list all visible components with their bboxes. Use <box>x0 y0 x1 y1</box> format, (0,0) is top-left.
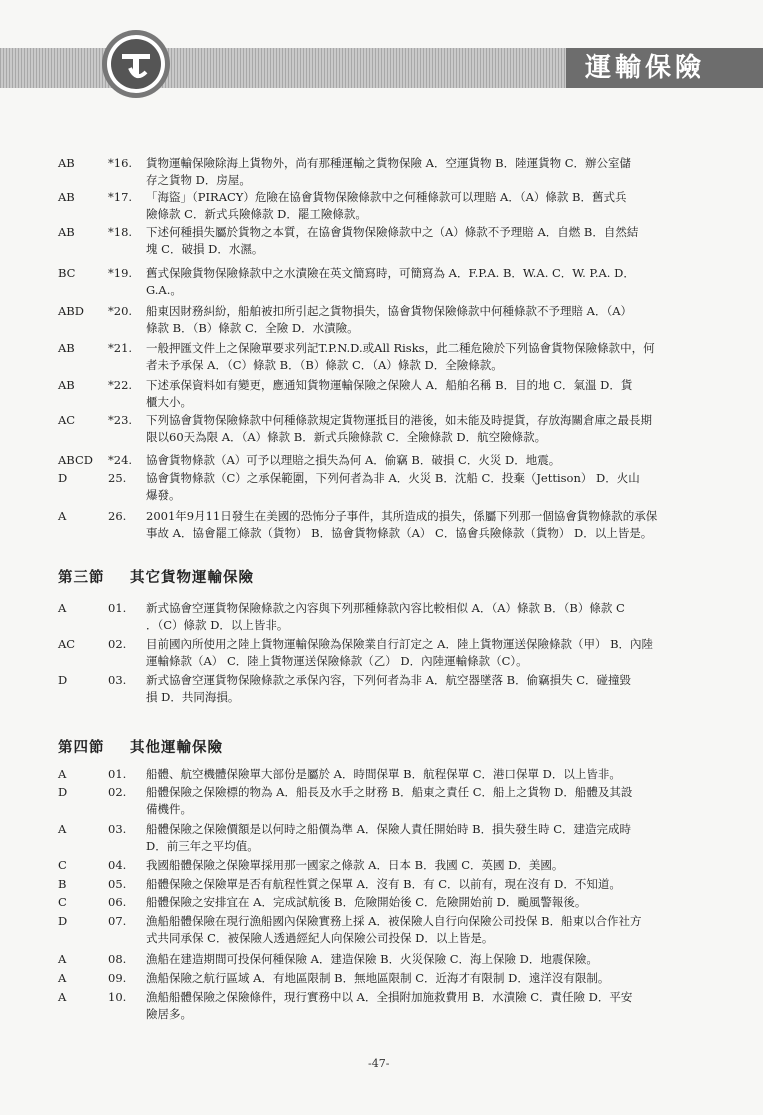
question-number: *24. <box>108 453 133 467</box>
question-number: 08. <box>108 952 127 966</box>
question-text-line: 存之貨物 D．房屋。 <box>146 173 251 187</box>
answer-key: AB <box>58 190 75 204</box>
question-text-line: 下列協會貨物保險條款中何種條款規定貨物運抵目的港後，如未能及時提貨，存放海關倉庫之最長期 <box>146 413 652 427</box>
question-text-line: 貨物運輸保險除海上貨物外，尚有那種運輸之貨物保險 A．空運貨物 B．陸運貨物 C．辦公室儲 <box>146 156 632 170</box>
question-number: 10. <box>108 990 127 1004</box>
question-number: 03. <box>108 822 127 836</box>
question-number: *23. <box>108 413 133 427</box>
section-name: 其他運輸保險 <box>130 739 223 756</box>
question-number: *18. <box>108 225 133 239</box>
question-text-line: 2001年9月11日發生在美國的恐怖分子事件，其所造成的損失，係屬下列那一個協會貨物條款的承保 <box>146 509 658 523</box>
question-number: *16. <box>108 156 133 170</box>
question-text <box>146 508 736 542</box>
section-label: 第三節 <box>58 569 105 586</box>
question-text-line: 新式協會空運貨物保險條款之內容與下列那種條款內容比較相似 A．（A）條款 B．（B）條款 C <box>146 601 625 615</box>
answer-key: D <box>58 785 68 799</box>
question-number: *17. <box>108 190 133 204</box>
answer-key: A <box>58 990 67 1004</box>
question-text-line: 一般押匯文件上之保險單要求列記T.P.N.D.或All Risks，此二種危險於下列協會貨物保險條款中，何 <box>146 341 655 355</box>
question-number: *22. <box>108 378 133 392</box>
question-number: *20. <box>108 304 133 318</box>
question-text <box>146 189 736 223</box>
question-text-line: 者未予承保 A．（C）條款 B．（B）條款 C．（A）條款 D．全險條款。 <box>146 358 503 372</box>
section-heading <box>58 736 223 757</box>
question-text <box>146 989 736 1023</box>
question-text <box>146 412 736 446</box>
question-text-line: 我國船體保險之保險單採用那一國家之條款 A．日本 B．我國 C．英國 D．美國。 <box>146 858 564 872</box>
question-text-line: 舊式保險貨物保險條款中之水漬險在英文簡寫時，可簡寫為 A．F.P.A. B．W.A. C．W. P.A. D． <box>146 266 635 280</box>
answer-key: AC <box>58 637 76 651</box>
answer-key: A <box>58 509 67 523</box>
question-text <box>146 857 736 874</box>
question-text-line: 塊 C．破損 D．水濕。 <box>146 242 264 256</box>
question-text-line: 損 D．共同海損。 <box>146 690 240 704</box>
question-text-line: 條款 B．（B）條款 C．全險 D．水漬險。 <box>146 321 359 335</box>
question-text-line: 漁船船體保險在現行漁船國內保險實務上採 A．被保險人自行向保險公司投保 B．船東以合作社方 <box>146 914 642 928</box>
question-text-line: 新式協會空運貨物保險條款之承保內容，下列何者為非 A．航空器墜落 B．偷竊損失 C．碰撞毀 <box>146 673 632 687</box>
question-text-line: 「海盜」（PIRACY）危險在協會貨物保險條款中之何種條款可以理賠 A．（A）條款 B．舊式兵 <box>146 190 627 204</box>
question-text-line: 事故 A．協會罷工條款（貨物） B．協會貨物條款（A） C．協會兵險條款（貨物） D．以上皆是。 <box>146 526 653 540</box>
question-text-line: 船體保險之保險單是否有航程性質之保單 A．沒有 B．有 C．以前有，現在沒有 D．不知道。 <box>146 877 621 891</box>
answer-key: D <box>58 914 68 928</box>
answer-key: AB <box>58 156 75 170</box>
question-number: 26. <box>108 509 127 523</box>
question-number: 02. <box>108 637 127 651</box>
question-text-line: 下述何種損失屬於貨物之本質，在協會貨物保險條款中之（A）條款不予理賠 A．自燃 B．自然結 <box>146 225 639 239</box>
question-text <box>146 452 736 469</box>
answer-key: C <box>58 895 67 909</box>
answer-key: ABCD <box>58 453 93 467</box>
page-number: -47- <box>368 1057 390 1070</box>
question-number: *21. <box>108 341 133 355</box>
question-text <box>146 672 736 706</box>
question-text <box>146 821 736 855</box>
question-text-line: 船體保險之安排宜在 A．完成試航後 B．危險開始後 C．危險開始前 D．颱風警報後。 <box>146 895 587 909</box>
question-number: 09. <box>108 971 127 985</box>
question-text-line: 下述承保資料如有變更，應通知貨物運輸保險之保險人 A．船舶名稱 B．目的地 C．氣溫 D．貨 <box>146 378 633 392</box>
question-text-line: 船東因財務糾紛，船舶被扣所引起之貨物損失，協會貨物保險條款中何種條款不予理賠 A．（A） <box>146 304 633 318</box>
question-number: 06. <box>108 895 127 909</box>
answer-key: B <box>58 877 67 891</box>
question-text-line: 漁船保險之航行區域 A．有地區限制 B．無地區限制 C．近海才有限制 D．遠洋沒有限制。 <box>146 971 610 985</box>
question-text-line: 船體、航空機體保險單大部份是屬於 A．時間保單 B．航程保單 C．港口保單 D．以上皆非。 <box>146 767 621 781</box>
question-text <box>146 636 736 670</box>
question-text-line: ．（C）條款 D．以上皆非。 <box>146 618 289 632</box>
question-text-line: 險居多。 <box>146 1007 192 1021</box>
question-text <box>146 377 736 411</box>
answer-key: AC <box>58 413 76 427</box>
question-text-line: 式共同承保 C．被保險人透過經紀人向保險公司投保 D．以上皆是。 <box>146 931 494 945</box>
answer-key: A <box>58 767 67 781</box>
question-text-line: 爆發。 <box>146 488 181 502</box>
question-text-line: 備機件。 <box>146 802 192 816</box>
answer-key: D <box>58 673 68 687</box>
question-number: 07. <box>108 914 127 928</box>
question-text-line: 漁船在建造期間可投保何種保險 A．建造保險 B．火災保險 C．海上保險 D．地震保險。 <box>146 952 598 966</box>
question-number: *19. <box>108 266 133 280</box>
answer-key: A <box>58 952 67 966</box>
section-label: 第四節 <box>58 739 105 756</box>
question-number: 01. <box>108 601 127 615</box>
question-text <box>146 970 736 987</box>
answer-key: A <box>58 822 67 836</box>
question-text-line: 運輸條款（A） C．陸上貨物運送保險條款（乙） D．內陸運輸條款（C）。 <box>146 654 528 668</box>
question-text <box>146 784 736 818</box>
question-text <box>146 265 736 299</box>
question-text-line: 船體保險之保險價額是以何時之船價為準 A．保險人責任開始時 B．損失發生時 C．建造完成時 <box>146 822 632 836</box>
question-text-line: 協會貨物條款（A）可予以理賠之損失為何 A．偷竊 B．破損 C．火災 D．地震。 <box>146 453 561 467</box>
question-text <box>146 766 736 783</box>
question-number: 05. <box>108 877 127 891</box>
section-name: 其它貨物運輸保險 <box>130 569 254 586</box>
question-text-line: 漁船船體保險之保險條件，現行實務中以 A．全損附加施救費用 B．水漬險 C．責任險 D．平安 <box>146 990 633 1004</box>
question-text-line: 船體保險之保險標的物為 A．船長及水手之財務 B．船東之責任 C．船上之貨物 D．船體及其設 <box>146 785 633 799</box>
question-text <box>146 951 736 968</box>
seal-logo-icon <box>100 28 172 100</box>
answer-key: A <box>58 601 67 615</box>
question-number: 02. <box>108 785 127 799</box>
question-number: 03. <box>108 673 127 687</box>
answer-key: AB <box>58 225 75 239</box>
question-number: 25. <box>108 471 127 485</box>
question-text <box>146 876 736 893</box>
question-text <box>146 894 736 911</box>
answer-key: D <box>58 471 68 485</box>
question-number: 04. <box>108 858 127 872</box>
question-number: 01. <box>108 767 127 781</box>
question-text-line: 協會貨物條款（C）之承保範圍，下列何者為非 A．火災 B．沈船 C．投棄（Jettison） D．火山 <box>146 471 640 485</box>
answer-key: AB <box>58 341 75 355</box>
question-text <box>146 470 736 504</box>
question-text <box>146 155 736 189</box>
chapter-title: 運輸保險 <box>585 53 706 83</box>
question-text-line: G.A.。 <box>146 283 182 297</box>
answer-key: AB <box>58 378 75 392</box>
question-text <box>146 224 736 258</box>
answer-key: ABD <box>58 304 84 318</box>
question-text <box>146 340 736 374</box>
question-text <box>146 600 736 634</box>
question-text-line: 限以60天為限 A．（A）條款 B．新式兵險條款 C．全險條款 D．航空險條款。 <box>146 430 547 444</box>
question-text <box>146 913 736 947</box>
section-heading <box>58 566 254 587</box>
question-text-line: 目前國內所使用之陸上貨物運輸保險為保險業自行訂定之 A．陸上貨物運送保險條款（甲） B．內陸 <box>146 637 654 651</box>
question-text-line: 櫃大小。 <box>146 395 192 409</box>
answer-key: A <box>58 971 67 985</box>
answer-key: BC <box>58 266 76 280</box>
question-text <box>146 303 736 337</box>
question-text-line: 險條款 C．新式兵險條款 D．罷工險條款。 <box>146 207 367 221</box>
question-text-line: D．前三年之平均值。 <box>146 839 259 853</box>
answer-key: C <box>58 858 67 872</box>
